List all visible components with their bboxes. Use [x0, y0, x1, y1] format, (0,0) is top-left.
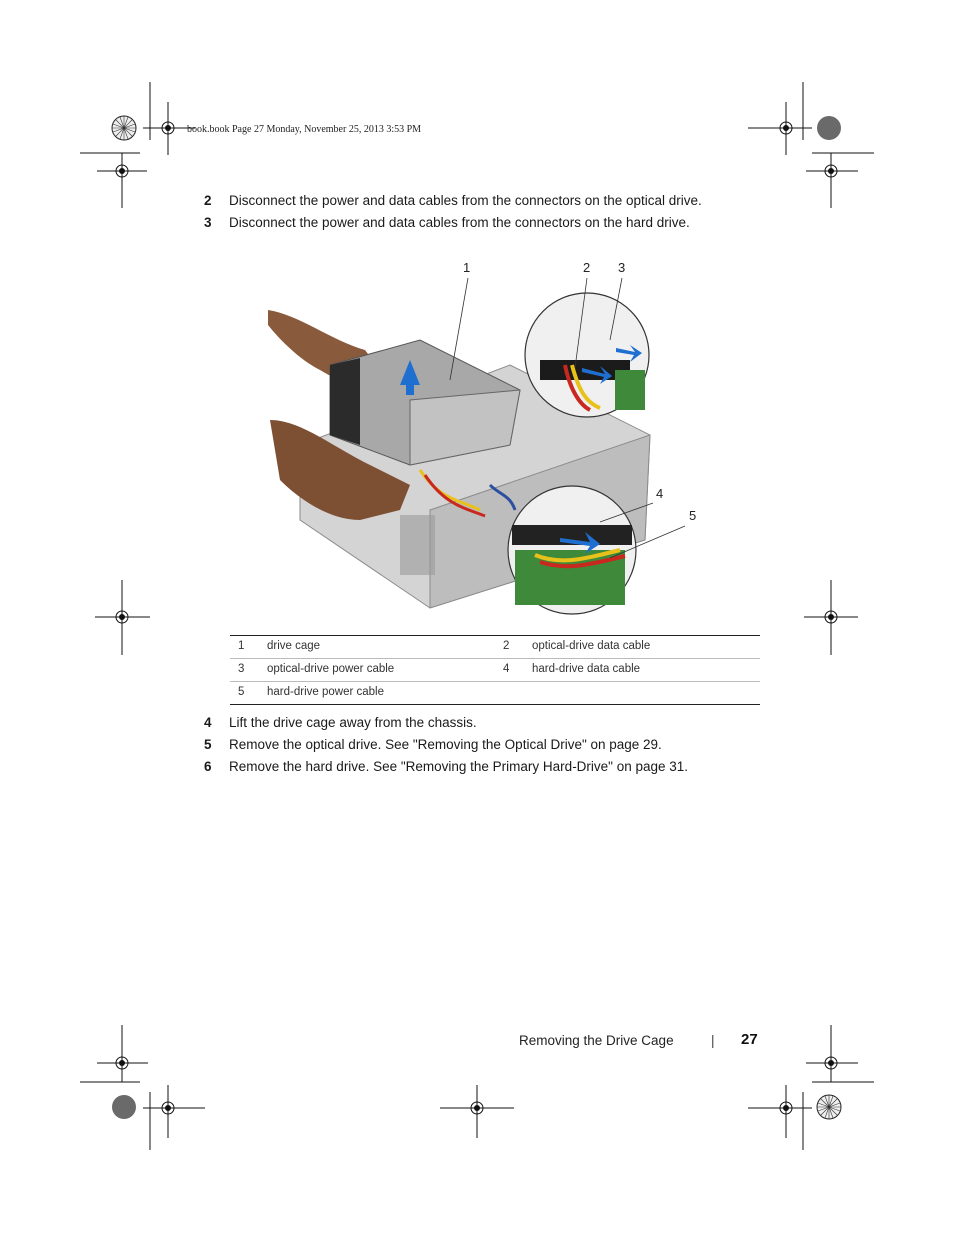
legend-label: optical-drive data cable [532, 640, 651, 652]
callout-1: 1 [463, 260, 471, 275]
table-row [230, 636, 760, 658]
step-text: Disconnect the power and data cables from the connectors on the optical drive. [229, 193, 702, 208]
page-number: 27 [741, 1031, 758, 1048]
step-text: Remove the optical drive. See "Removing the Optical Drive" on page 29. [229, 737, 662, 752]
legend-number: 1 [238, 640, 245, 652]
legend-number: 3 [238, 663, 245, 675]
callout-3: 3 [618, 260, 626, 275]
drive-cage-illustration [260, 270, 700, 615]
step-text: Lift the drive cage away from the chassis. [229, 715, 477, 730]
print-header: book.book Page 27 Monday, November 25, 2013 3:53 PM [187, 124, 422, 135]
legend-number: 5 [238, 686, 245, 698]
table-row [230, 658, 760, 681]
callout-5: 5 [689, 508, 697, 523]
legend-label: optical-drive power cable [267, 663, 395, 675]
footer-separator: | [711, 1033, 715, 1048]
footer-section-title: Removing the Drive Cage [519, 1033, 674, 1048]
step-2 [204, 193, 702, 208]
step-3 [204, 215, 690, 230]
step-text: Remove the hard drive. See "Removing the Primary Hard-Drive" on page 31. [229, 759, 689, 774]
step-number: 6 [204, 759, 212, 774]
step-number: 5 [204, 737, 212, 752]
table-row [230, 681, 760, 704]
step-number: 3 [204, 215, 212, 230]
step-number: 4 [204, 715, 212, 730]
legend-label: hard-drive data cable [532, 663, 641, 675]
step-6 [204, 759, 688, 774]
callout-4: 4 [656, 486, 664, 501]
step-number: 2 [204, 193, 212, 208]
callout-2: 2 [583, 260, 591, 275]
step-4 [204, 715, 477, 730]
step-5 [204, 737, 662, 752]
legend-number: 2 [503, 640, 510, 652]
callout-legend-table [230, 635, 760, 705]
legend-label: drive cage [267, 640, 321, 652]
legend-label: hard-drive power cable [267, 686, 384, 698]
legend-number: 4 [503, 663, 510, 675]
step-text: Disconnect the power and data cables from the connectors on the hard drive. [229, 215, 690, 230]
